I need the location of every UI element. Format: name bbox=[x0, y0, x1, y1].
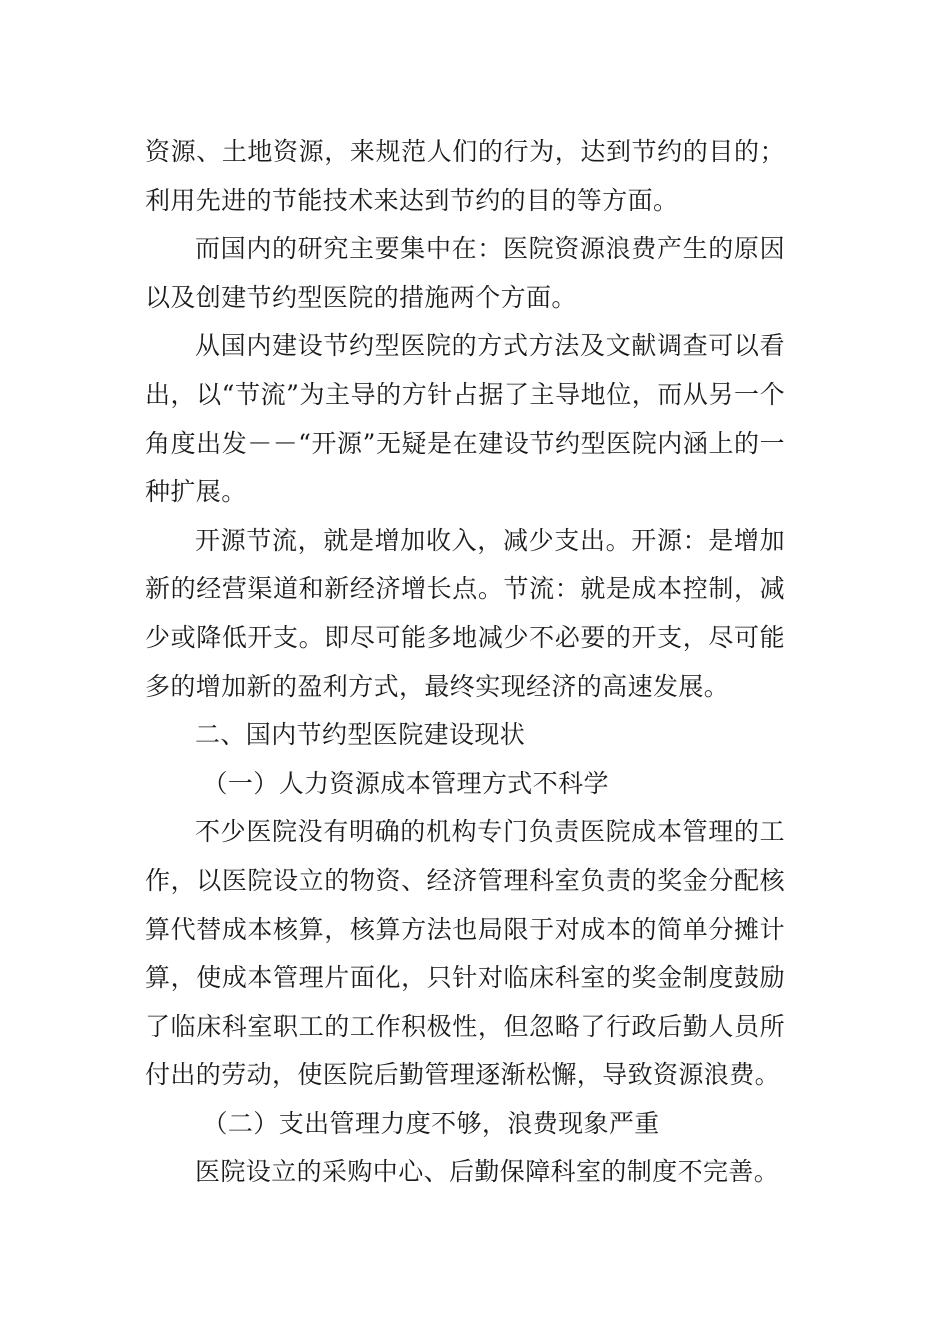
paragraph-domestic-research: 而国内的研究主要集中在：医院资源浪费产生的原因以及创建节约型医院的措施两个方面。 bbox=[145, 234, 785, 312]
subsection-body-2: 医院设立的采购中心、后勤保障科室的制度不完善。 bbox=[195, 1157, 780, 1187]
subsection-heading-1: （一）人力资源成本管理方式不科学 bbox=[202, 768, 609, 798]
paragraph-definition: 开源节流，就是增加收入，减少支出。开源：是增加新的经营渠道和新经济增长点。节流：就是成本控制，减少或降低开支。即尽可能多地减少不必要的开支，尽可能多的增加新的盈利方式，最终实现经济的高速发展。 bbox=[145, 525, 785, 701]
subsection-body-1: 不少医院没有明确的机构专门负责医院成本管理的工作，以医院设立的物资、经济管理科室负责的奖金分配核算代替成本核算，核算方法也局限于对成本的简单分摊计算，使成本管理片面化，只针对临床科室的奖金制度鼓励了临床科室职工的工作积极性，但忽略了行政后勤人员所付出的劳动，使医院后勤管理逐渐松懈，导致资源浪费。 bbox=[145, 817, 785, 1090]
paragraph-continuation: 资源、土地资源，来规范人们的行为，达到节约的目的；利用先进的节能技术来达到节约的目的等方面。 bbox=[145, 137, 785, 215]
paragraph-open-source: 从国内建设节约型医院的方式方法及文献调查可以看出，以“节流”为主导的方针占据了主导地位，而从另一个角度出发－－“开源”无疑是在建设节约型医院内涵上的一种扩展。 bbox=[145, 331, 785, 507]
section-heading: 二、国内节约型医院建设现状 bbox=[195, 720, 526, 750]
document-body bbox=[145, 128, 785, 1197]
subsection-heading-2: （二）支出管理力度不够，浪费现象严重 bbox=[202, 1108, 660, 1138]
